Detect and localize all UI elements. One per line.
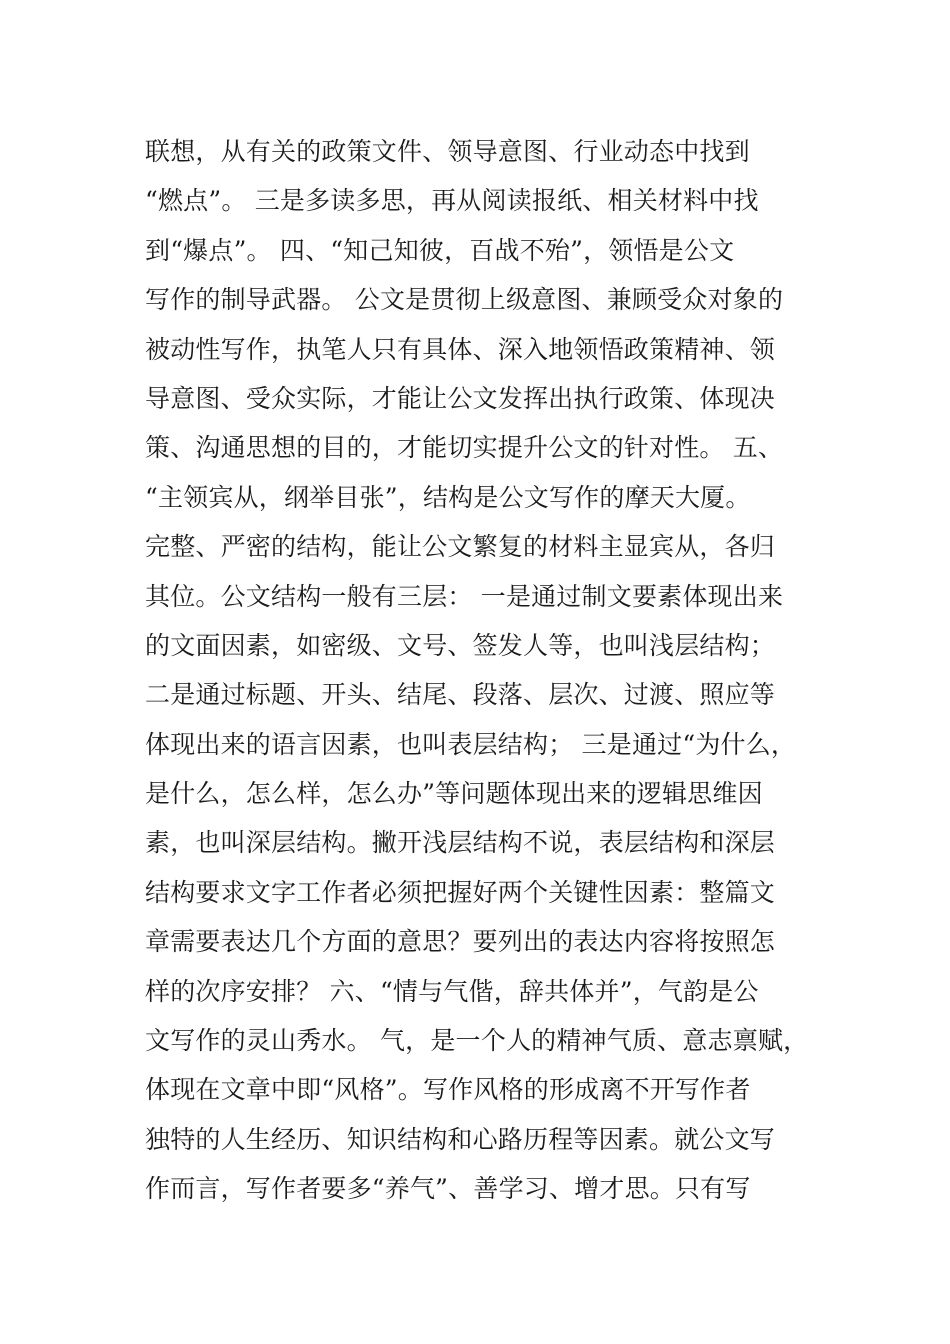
text-line: 体现在文章中即“风格”。写作风格的形成离不开写作者: [145, 1075, 751, 1105]
text-line: 结构要求文字工作者必须把握好两个关键性因素：整篇文: [145, 877, 776, 907]
text-line: “主领宾从，纲举目张”，结构是公文写作的摩天大厦。: [145, 482, 751, 512]
text-line: 素，也叫深层结构。撇开浅层结构不说，表层结构和深层: [145, 828, 776, 858]
text-line: 策、沟通思想的目的，才能切实提升公文的针对性。 五、: [145, 433, 784, 463]
text-line: 联想，从有关的政策文件、领导意图、行业动态中找到: [145, 137, 750, 166]
text-line: 其位。公文结构一般有三层： 一是通过制文要素体现出来: [145, 581, 784, 611]
text-line: 是什么，怎么样，怎么办”等问题体现出来的逻辑思维因: [145, 779, 763, 809]
text-line: 导意图、受众实际，才能让公文发挥出执行政策、体现决: [145, 383, 776, 413]
text-line: 被动性写作，执笔人只有具体、深入地领悟政策精神、领: [145, 334, 776, 364]
text-line: 体现出来的语言因素，也叫表层结构； 三是通过“为什么，: [145, 729, 797, 759]
text-line: 独特的人生经历、知识结构和心路历程等因素。就公文写: [145, 1124, 776, 1154]
text-line: 写作的制导武器。 公文是贯彻上级意图、兼顾受众对象的: [145, 285, 784, 315]
text-line: 二是通过标题、开头、结尾、段落、层次、过渡、照应等: [145, 680, 776, 710]
text-line: 完整、严密的结构，能让公文繁复的材料主显宾从，各归: [145, 532, 776, 562]
text-line: 样的次序安排？ 六、“情与气偕，辞共体并”，气韵是公: [145, 976, 759, 1006]
text-line: 的文面因素，如密级、文号、签发人等，也叫浅层结构；: [145, 630, 776, 660]
text-line: 到“爆点”。 四、“知己知彼，百战不殆”，领悟是公文: [145, 235, 735, 265]
text-line: “燃点”。 三是多读多思，再从阅读报纸、相关材料中找: [145, 186, 759, 216]
text-line: 作而言，写作者要多“养气”、善学习、增才思。只有写: [145, 1174, 751, 1204]
text-line: 章需要表达几个方面的意思？要列出的表达内容将按照怎: [145, 927, 776, 957]
text-line: 文写作的灵山秀水。 气，是一个人的精神气质、意志禀赋，: [145, 1026, 809, 1056]
body-text: [145, 127, 835, 1214]
